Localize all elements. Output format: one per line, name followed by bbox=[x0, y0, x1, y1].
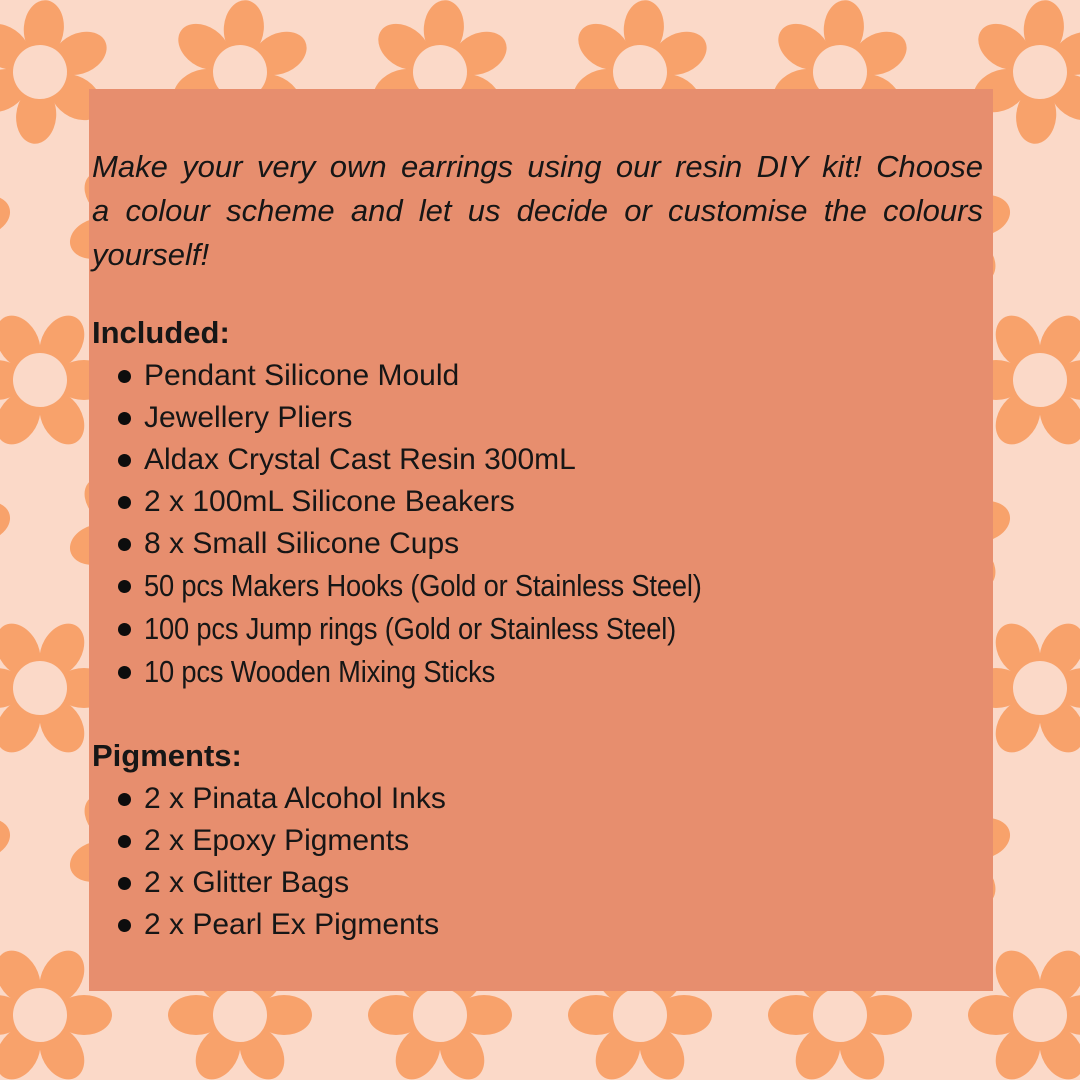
list-item-text: 2 x 100mL Silicone Beakers bbox=[144, 485, 515, 518]
list-item bbox=[92, 608, 983, 651]
content-panel bbox=[89, 89, 993, 991]
list-item bbox=[92, 481, 983, 523]
list-item-text: Aldax Crystal Cast Resin 300mL bbox=[144, 443, 576, 476]
list-item-text: Jewellery Pliers bbox=[144, 401, 353, 434]
list-item bbox=[92, 778, 983, 820]
pigments-heading: Pigments: bbox=[92, 738, 242, 773]
flower-icon bbox=[0, 139, 29, 316]
list-item-text: Pendant Silicone Mould bbox=[144, 359, 460, 392]
list-item bbox=[92, 355, 983, 397]
intro-text bbox=[92, 145, 983, 277]
list-item-text: 2 x Pinata Alcohol Inks bbox=[144, 782, 446, 815]
list-item bbox=[92, 862, 983, 904]
included-heading: Included: bbox=[92, 315, 230, 350]
list-item bbox=[92, 820, 983, 862]
list-item bbox=[92, 651, 983, 694]
list-item-text: 2 x Epoxy Pigments bbox=[144, 824, 410, 857]
list-item-text: 50 pcs Makers Hooks (Gold or Stainless Steel) bbox=[144, 568, 702, 603]
list-item-text: 8 x Small Silicone Cups bbox=[144, 527, 460, 560]
intro-line: a colour scheme and let us decide or customise the colours bbox=[92, 193, 983, 228]
list-item-text: 2 x Glitter Bags bbox=[144, 866, 350, 899]
list-item bbox=[92, 565, 983, 608]
flower-icon bbox=[0, 445, 29, 622]
list-item bbox=[92, 523, 983, 565]
list-item-text: 10 pcs Wooden Mixing Sticks bbox=[144, 654, 496, 689]
list-item bbox=[92, 397, 983, 439]
list-item bbox=[92, 439, 983, 481]
list-item-text: 100 pcs Jump rings (Gold or Stainless Steel) bbox=[144, 611, 677, 646]
flower-icon bbox=[0, 762, 29, 939]
list-item bbox=[92, 904, 983, 946]
intro-line: Make your very own earrings using our resin DIY kit! Choose bbox=[92, 149, 983, 184]
intro-line: yourself! bbox=[92, 237, 210, 272]
pigments-list bbox=[92, 778, 983, 946]
included-list bbox=[92, 355, 983, 694]
list-item-text: 2 x Pearl Ex Pigments bbox=[144, 908, 440, 941]
